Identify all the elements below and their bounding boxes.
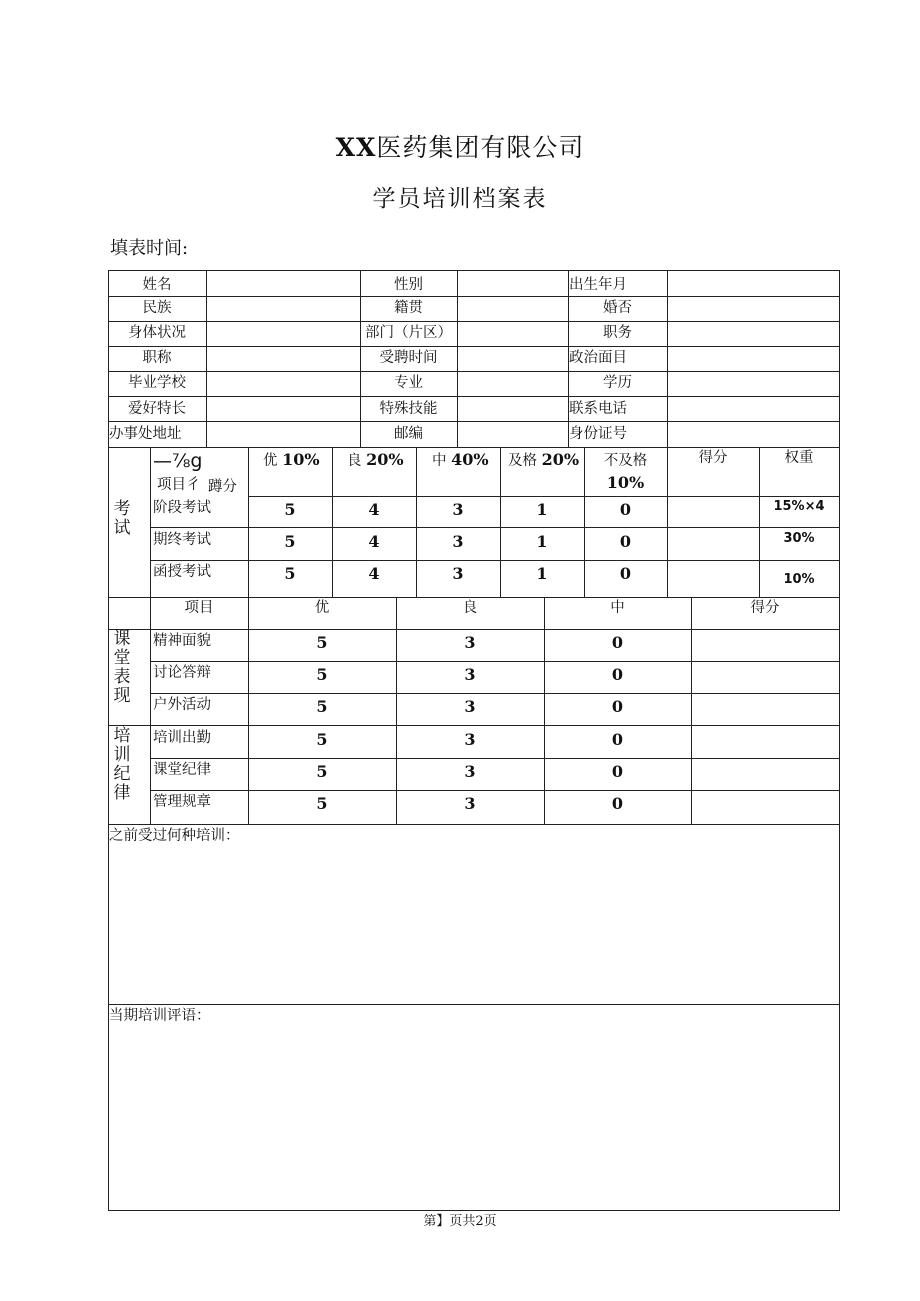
label-id-number: 身份证号 [569,426,627,442]
previous-training-label: 之前受过何种培训： [109,828,240,844]
perf-value: 0 [611,665,624,684]
header-mid: 中 40% [432,450,489,469]
exam-value: 0 [619,532,632,551]
header-excellent: 优 10% [263,450,320,469]
exam-value: 4 [368,500,380,519]
exam-value: 5 [284,532,296,551]
perf-value: 0 [611,633,624,652]
label-hobbies: 爱好特长 [128,401,186,417]
exam-value: 3 [452,532,464,551]
exam-value: 0 [619,564,632,583]
exam-row-name: 函授考试 [153,564,211,580]
perf-value: 5 [316,730,328,749]
label-native-place: 籍贯 [394,300,423,316]
diag-header-top: —⅞g [153,450,203,472]
company-title: XX医药集团有限公司 [335,133,585,162]
diag-header-right: 蹲分 [208,479,237,495]
header-weight: 权重 [784,450,814,466]
exam-weight: 30% [783,531,815,546]
exam-value: 1 [536,532,548,551]
perf-row-name: 户外活动 [153,697,211,713]
label-school: 毕业学校 [128,375,186,391]
fill-time-label: 填表时间: [110,238,189,259]
perf-value: 3 [464,665,476,684]
exam-section-label: 考试 [113,499,131,538]
header-fail-pct: 10% [606,473,645,492]
exam-value: 5 [284,564,296,583]
label-phone: 联系电话 [569,401,627,417]
form-title: 学员培训档案表 [372,186,548,212]
current-comment-label: 当期培训评语： [109,1008,211,1024]
perf-value: 3 [464,697,476,716]
perf-value: 3 [464,794,476,813]
header-pass: 及格 20% [508,450,580,469]
label-position: 职务 [603,325,632,341]
perf-value: 0 [611,730,624,749]
header-good: 良 20% [347,450,404,469]
label-special-skills: 特殊技能 [379,401,438,417]
perf-row-name: 管理规章 [153,794,211,810]
perf-row-name: 讨论答辩 [153,665,211,681]
label-marital: 婚否 [603,300,632,316]
perf-value: 0 [611,762,624,781]
perf-value: 3 [464,762,476,781]
perf-header-good: 良 [462,600,478,616]
perf-header-mid: 中 [610,600,625,616]
label-office-address: 办事处地址 [109,426,182,442]
exam-value: 3 [452,564,464,583]
perf-value: 5 [316,665,328,684]
exam-row-name: 期终考试 [153,532,211,548]
exam-value: 0 [619,500,632,519]
label-education: 学历 [603,375,632,391]
perf-value: 3 [464,633,476,652]
perf-value: 3 [464,730,476,749]
header-fail: 不及格 [603,453,648,469]
perf-value: 5 [316,794,328,813]
exam-weight: 15%×4 [773,499,825,514]
exam-value: 4 [368,532,380,551]
label-gender: 性别 [394,277,423,293]
perf-header-score: 得分 [750,600,780,616]
perf-header-excellent: 优 [314,600,330,616]
label-ethnicity: 民族 [142,300,172,316]
label-title: 职称 [142,350,172,366]
perf-value: 5 [316,762,328,781]
diag-header-left: 项目彳 [157,477,201,493]
exam-value: 1 [536,564,548,583]
label-political: 政治面目 [569,350,627,366]
label-major: 专业 [394,375,423,391]
label-hire-time: 受聘时间 [379,350,438,366]
exam-row-name: 阶段考试 [153,500,211,516]
training-discipline-label: 培训纪律 [113,726,131,803]
class-performance-label: 课堂表现 [113,629,131,706]
perf-value: 0 [611,697,624,716]
label-health: 身体状况 [128,325,186,341]
exam-value: 5 [284,500,296,519]
perf-value: 0 [611,794,624,813]
perf-value: 5 [316,633,328,652]
perf-row-name: 课堂纪律 [153,762,211,778]
perf-row-name: 培训出勤 [153,730,211,746]
exam-value: 3 [452,500,464,519]
exam-weight: 10% [783,572,815,587]
label-department: 部门（片区） [365,325,452,341]
label-birth: 出生年月 [569,277,627,293]
header-score: 得分 [698,450,728,466]
label-postcode: 邮编 [394,426,423,442]
label-name: 姓名 [142,277,172,293]
perf-header-item: 项目 [184,600,214,616]
exam-value: 4 [368,564,380,583]
page-footer: 第】页共2页 [423,1214,497,1229]
perf-value: 5 [316,697,328,716]
exam-value: 1 [536,500,548,519]
perf-row-name: 精神面貌 [153,633,211,649]
